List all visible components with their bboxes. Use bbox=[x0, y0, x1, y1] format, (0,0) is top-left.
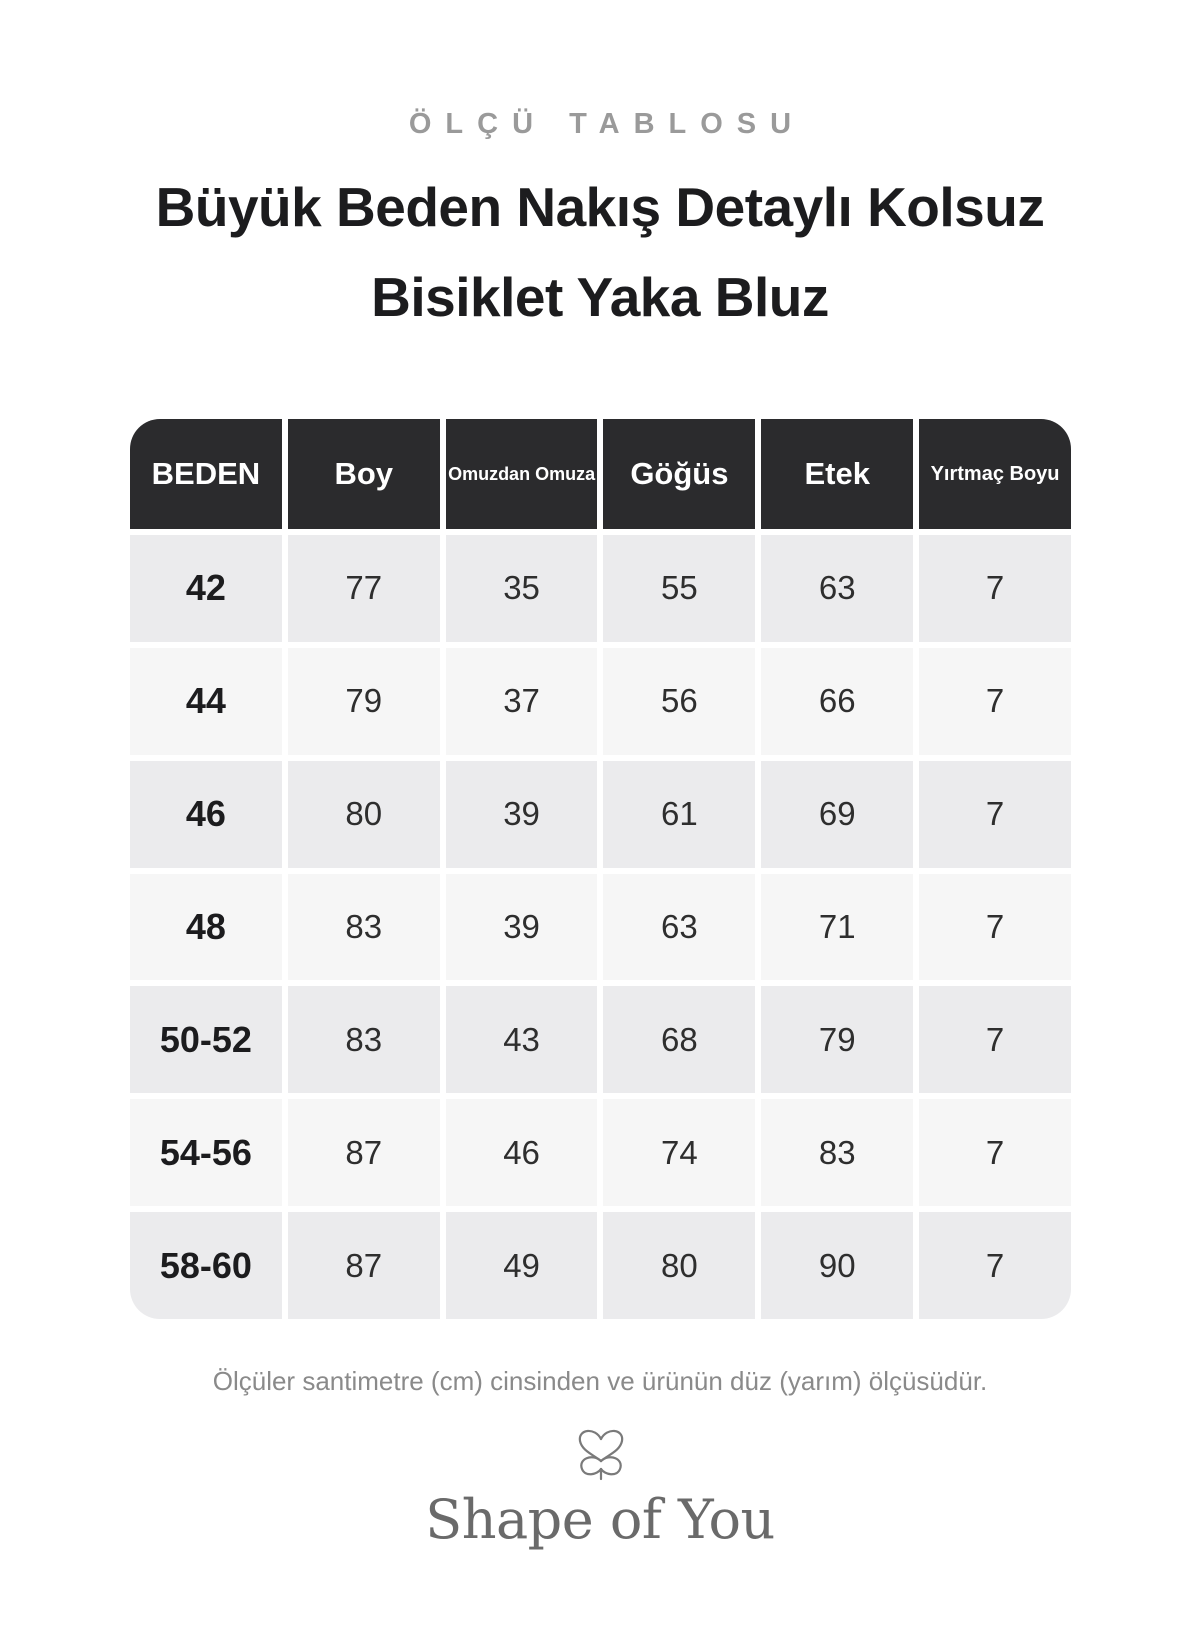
table-cell: 39 bbox=[446, 874, 598, 981]
table-cell: 83 bbox=[288, 986, 440, 1093]
size-chart-table bbox=[130, 419, 1071, 1319]
table-cell-size: 42 bbox=[130, 535, 282, 642]
subtitle: ÖLÇÜ TABLOSU bbox=[408, 108, 806, 140]
table-cell-size: 46 bbox=[130, 761, 282, 868]
table-cell: 7 bbox=[919, 874, 1071, 981]
table-cell: 74 bbox=[603, 1099, 755, 1206]
table-cell: 7 bbox=[919, 648, 1071, 755]
table-cell: 71 bbox=[761, 874, 913, 981]
table-cell: 49 bbox=[446, 1212, 598, 1319]
title-line-2: Bisiklet Yaka Bluz bbox=[371, 266, 829, 328]
table-cell: 46 bbox=[446, 1099, 598, 1206]
column-header-boy: Boy bbox=[288, 419, 440, 529]
column-header-yirtmac-boyu: Yırtmaç Boyu bbox=[919, 419, 1071, 529]
table-cell: 83 bbox=[288, 874, 440, 981]
table-cell: 39 bbox=[446, 761, 598, 868]
table-cell: 7 bbox=[919, 761, 1071, 868]
table-cell: 63 bbox=[761, 535, 913, 642]
table-cell-size: 44 bbox=[130, 648, 282, 755]
table-cell: 87 bbox=[288, 1212, 440, 1319]
table-cell: 79 bbox=[288, 648, 440, 755]
table-cell: 7 bbox=[919, 535, 1071, 642]
double-heart-logo-icon bbox=[570, 1425, 632, 1483]
table-cell: 63 bbox=[603, 874, 755, 981]
table-cell: 66 bbox=[761, 648, 913, 755]
table-cell: 83 bbox=[761, 1099, 913, 1206]
table-cell-size: 54-56 bbox=[130, 1099, 282, 1206]
table-cell: 55 bbox=[603, 535, 755, 642]
column-header-gogus: Göğüs bbox=[603, 419, 755, 529]
page-title bbox=[0, 162, 1200, 342]
table-cell-size: 58-60 bbox=[130, 1212, 282, 1319]
table-cell: 61 bbox=[603, 761, 755, 868]
table-cell: 7 bbox=[919, 1099, 1071, 1206]
table-cell: 37 bbox=[446, 648, 598, 755]
measurement-note: Ölçüler santimetre (cm) cinsinden ve ürünün düz (yarım) ölçüsüdür. bbox=[212, 1366, 988, 1396]
table-cell: 68 bbox=[603, 986, 755, 1093]
table-cell: 43 bbox=[446, 986, 598, 1093]
table-cell: 80 bbox=[603, 1212, 755, 1319]
table-cell: 69 bbox=[761, 761, 913, 868]
table-cell: 80 bbox=[288, 761, 440, 868]
table-cell: 7 bbox=[919, 986, 1071, 1093]
table-cell-size: 50-52 bbox=[130, 986, 282, 1093]
column-header-beden: BEDEN bbox=[130, 419, 282, 529]
table-cell: 79 bbox=[761, 986, 913, 1093]
table-cell-size: 48 bbox=[130, 874, 282, 981]
table-cell: 56 bbox=[603, 648, 755, 755]
table-cell: 87 bbox=[288, 1099, 440, 1206]
table-cell: 90 bbox=[761, 1212, 913, 1319]
table-cell: 77 bbox=[288, 535, 440, 642]
table-cell: 7 bbox=[919, 1212, 1071, 1319]
column-header-omuzdan-omuza: Omuzdan Omuza bbox=[446, 419, 598, 529]
brand-logo-text: Shape of You bbox=[425, 1488, 775, 1551]
table-cell: 35 bbox=[446, 535, 598, 642]
column-header-etek: Etek bbox=[761, 419, 913, 529]
title-line-1: Büyük Beden Nakış Detaylı Kolsuz bbox=[155, 176, 1045, 238]
